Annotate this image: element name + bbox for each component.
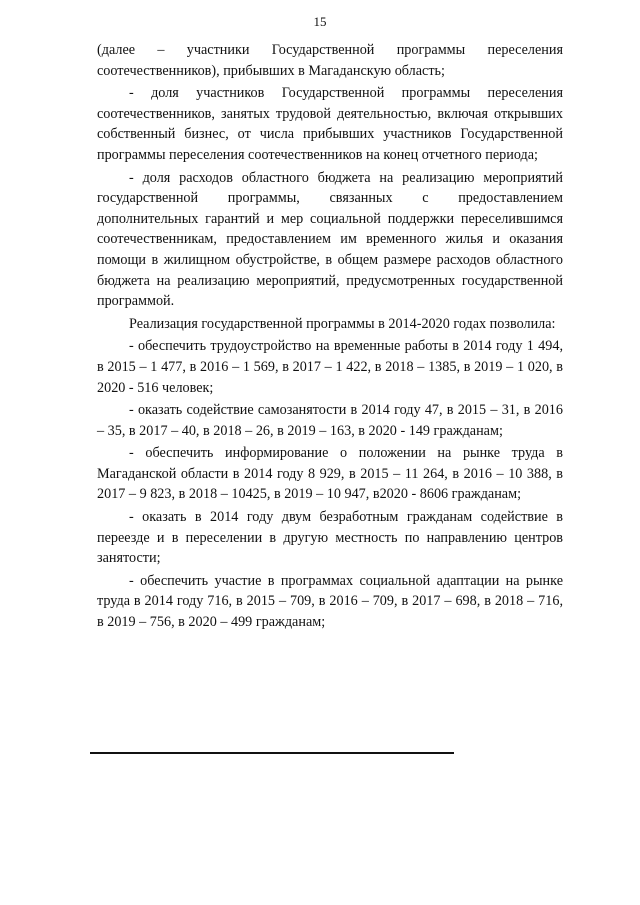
paragraph-labor-market-info: - обеспечить информирование о положении на рынке труда в Магаданской области в 2014 году 8 929, в 2015 – 11 264, в 2016 – 10 388, в 2017 – 9 823, в 2018 – 10425, в 2019 – 10 947, в2020 - 8606 гражданам; xyxy=(97,445,563,503)
paragraph-relocation-assistance: - оказать в 2014 году двум безработным гражданам содействие в переезде и в переселении в другую местность по направлению центров занятости; xyxy=(97,509,563,567)
paragraph-indicator-employed-share: - доля участников Государственной программы переселения соотечественников, занятых трудовой деятельностью, включая открывших собственный бизнес, от числа прибывших участников Государственной программы переселения соотечественников на конец отчетного периода; xyxy=(97,85,563,163)
paragraph-self-employment: - оказать содействие самозанятости в 2014 году 47, в 2015 – 31, в 2016 – 35, в 2017 – 40, в 2018 – 26, в 2019 – 163, в 2020 - 149 гражданам; xyxy=(97,402,563,439)
document-body xyxy=(97,40,563,633)
paragraph-indicator-budget-share: - доля расходов областного бюджета на реализацию мероприятий государственной программы, связанных с предоставлением дополнительных гарантий и мер социальной поддержки переселившимся соотечественникам, предоставлением им временного жилья и оказания помощи в жилищном обустройстве, в общем размере расходов областного бюджета на реализацию мероприятий, предусмотренных государственной программой. xyxy=(97,169,563,310)
paragraph-continuation: (далее – участники Государственной программы переселения соотечественников), прибывших в Магаданскую область; xyxy=(97,42,563,79)
paragraph-temporary-employment: - обеспечить трудоустройство на временные работы в 2014 году 1 494, в 2015 – 1 477, в 2016 – 1 569, в 2017 – 1 422, в 2018 – 1385, в 2019 – 1 020, в 2020 - 516 человек; xyxy=(97,338,563,396)
paragraph-results-intro: Реализация государственной программы в 2014-2020 годах позволила: xyxy=(129,315,556,332)
page-number: 15 xyxy=(313,14,327,29)
footnote-separator-line xyxy=(90,752,454,754)
paragraph-social-adaptation: - обеспечить участие в программах социальной адаптации на рынке труда в 2014 году 716, в 2015 – 709, в 2016 – 709, в 2017 – 698, в 2018 – 716, в 2019 – 756, в 2020 – 499 гражданам; xyxy=(97,572,563,631)
